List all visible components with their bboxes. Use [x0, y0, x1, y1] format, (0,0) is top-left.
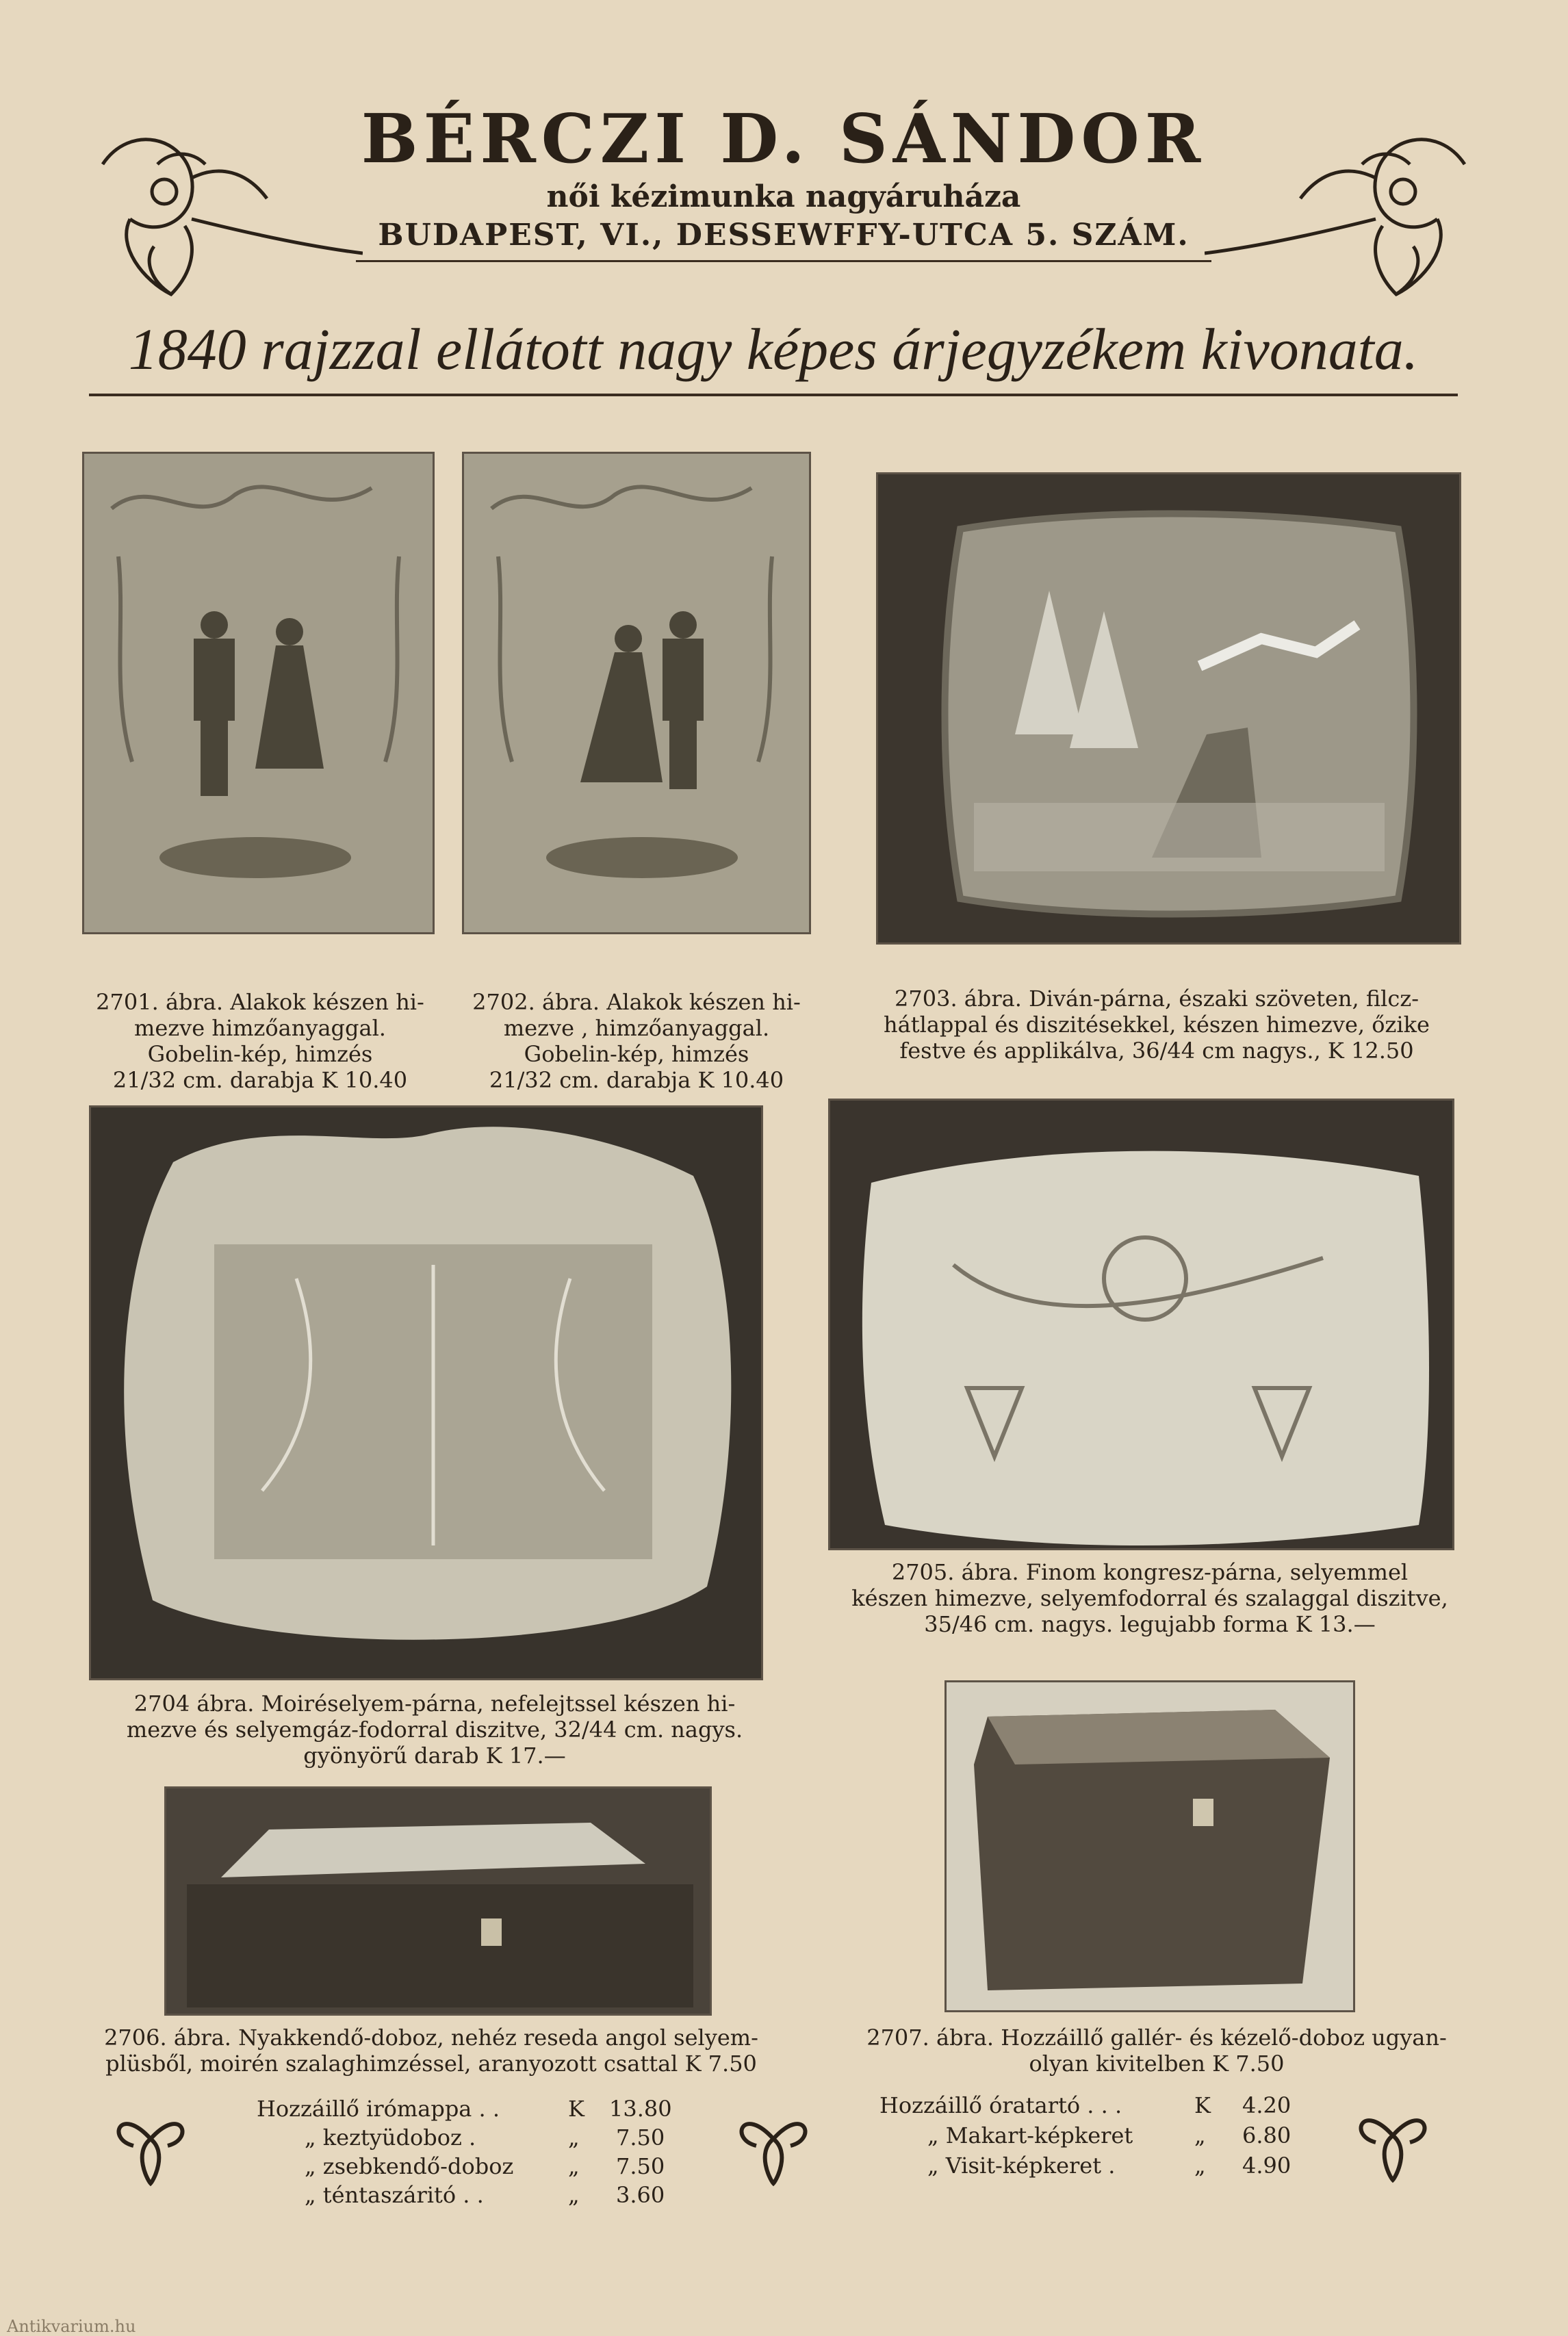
caption-2702: 2702. ábra. Alakok készen hi- mezve , himzőanyaggal. Gobelin-kép, himzés 21/32 cm. darabja K 10.40: [472, 989, 801, 1093]
photo-2707-collar-box: [944, 1680, 1355, 2012]
photo-2701-gobelin: [82, 452, 435, 934]
caption-2707: 2707. ábra. Hozzáillő gallér- és kézelő-doboz ugyan- olyan kivitelben K 7.50: [866, 2025, 1447, 2077]
trefoil-ornament-center: [729, 2098, 818, 2187]
photo-2704-moire-pillow: [89, 1105, 763, 1680]
caption-2705: 2705. ábra. Finom kongresz-párna, selyemmel készen himezve, selyemfodorral és szalaggal diszitve, 35/46 cm. nagys. legujabb forma K 13.—: [851, 1559, 1448, 1637]
caption-2703: 2703. ábra. Diván-párna, északi szöveten, filcz- hátlappal és diszitésekkel, készen himezve, őzike festve és applikálva, 36/44 cm nagys., K 12.50: [884, 986, 1430, 1064]
photo-2703-divan-pillow: [876, 472, 1461, 945]
accessory-row: Hozzáillő óratartó . . . K 4.20: [879, 2092, 1291, 2118]
photo-2702-gobelin: [462, 452, 811, 934]
photo-2706-necktie-box: [164, 1786, 712, 2016]
photo-2705-kongresz-pillow: [828, 1099, 1454, 1550]
accessory-row: „ keztyüdoboz . „ 7.50: [305, 2125, 665, 2151]
trefoil-ornament-left: [106, 2098, 195, 2187]
accessory-row: „ Makart-képkeret „ 6.80: [927, 2122, 1291, 2148]
right-floral-ornament: [1205, 123, 1478, 308]
accessory-row: „ Visit-képkeret . „ 4.90: [927, 2153, 1291, 2179]
shop-name: BÉRCZI D. SÁNDOR: [361, 100, 1207, 179]
trefoil-ornament-right: [1348, 2094, 1437, 2183]
caption-2704: 2704 ábra. Moiréselyem-párna, nefelejtssel készen hi- mezve és selyemgáz-fodorral diszitve, 32/44 cm. nagys. gyönyörű darab K 17.—: [126, 1691, 743, 1769]
watermark: Antikvarium.hu: [7, 2317, 136, 2336]
shop-subtitle: női kézimunka nagyáruháza: [546, 179, 1021, 214]
accessory-row: Hozzáillő irómappa . . K 13.80: [257, 2096, 672, 2122]
shop-address: BUDAPEST, VI., DESSEWFFY-UTCA 5. SZÁM.: [378, 218, 1190, 253]
accessory-row: „ téntaszáritó . . „ 3.60: [305, 2182, 665, 2208]
left-floral-ornament: [89, 123, 363, 308]
catalog-headline: 1840 rajzzal ellátott nagy képes árjegyzékem kivonata.: [128, 316, 1419, 382]
headline-rule: [89, 394, 1458, 396]
caption-2701: 2701. ábra. Alakok készen hi- mezve himzőanyaggal. Gobelin-kép, himzés 21/32 cm. darabja K 10.40: [96, 989, 424, 1093]
accessory-row: „ zsebkendő-doboz „ 7.50: [305, 2153, 665, 2179]
caption-2706: 2706. ábra. Nyakkendő-doboz, nehéz reseda angol selyem- plüsből, moirén szalaghimzéssel, aranyozott csattal K 7.50: [104, 2025, 758, 2077]
header-rule: [356, 260, 1211, 262]
